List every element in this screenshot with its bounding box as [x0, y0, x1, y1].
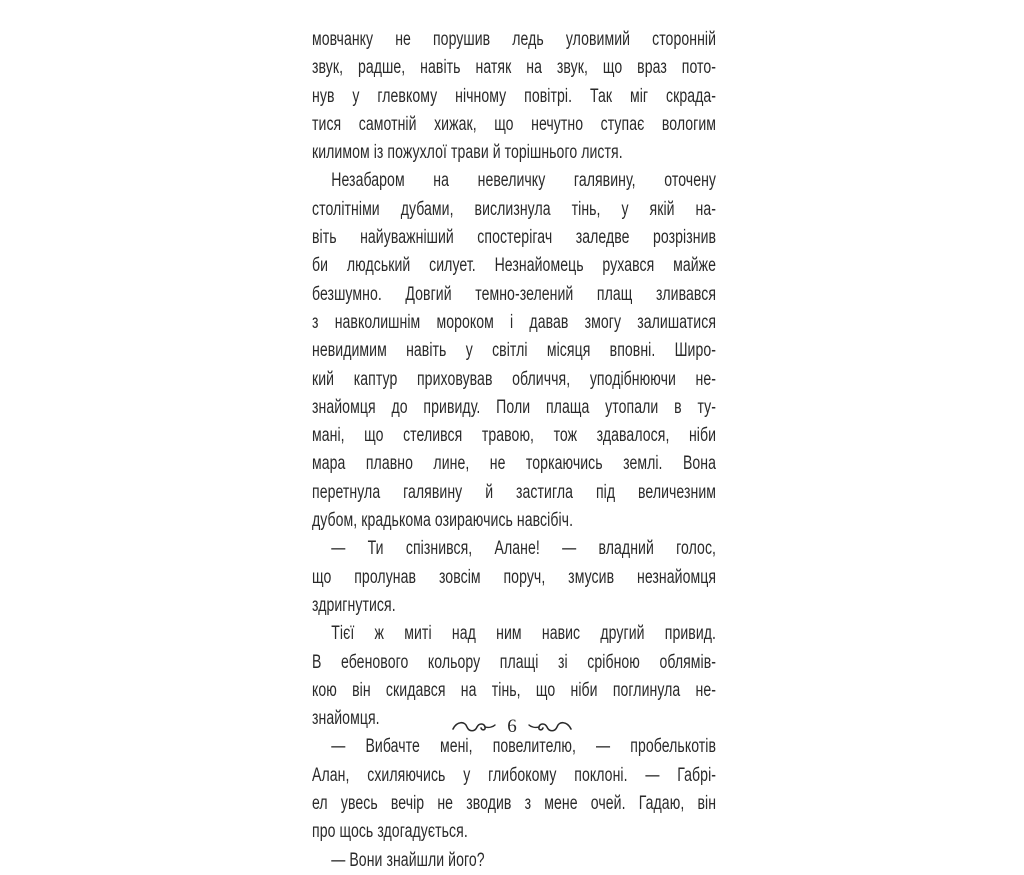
- text-line: звук, радше, навіть натяк на звук, що враз пото-: [312, 57, 717, 79]
- text-line: Алан, схиляючись у глибокому поклоні. — Габрі-: [312, 764, 717, 786]
- text-line: з навколишнім мороком і давав змогу залишатися: [312, 311, 717, 333]
- text-line: знайомця.: [312, 708, 380, 730]
- left-flourish-icon: [451, 718, 497, 736]
- text-line: кою він скидався на тінь, що ніби поглинула не-: [312, 679, 717, 701]
- text-line: — Ти спізнився, Алане! — владний голос,: [331, 538, 717, 560]
- text-line: невидимим навіть у світлі місяця вповні. Широ-: [312, 340, 717, 362]
- text-line: нув у глевкому нічному повітрі. Так міг скрада-: [312, 85, 717, 107]
- text-line: В ебенового кольору плащі зі срібною облямів-: [312, 651, 717, 673]
- page-footer: [442, 712, 582, 742]
- text-line: дубом, крадькома озираючись навсібіч.: [312, 510, 574, 532]
- text-line: кий каптур приховував обличчя, уподібнюючи не-: [312, 368, 717, 390]
- page-number: 6: [507, 716, 517, 737]
- text-line: віть найуважніший спостерігач заледве розрізнив: [312, 227, 717, 249]
- text-line: здригнутися.: [312, 594, 396, 616]
- text-line: що пролунав зовсім поруч, змусив незнайомця: [312, 566, 717, 588]
- text-line: столітніми дубами, вислизнула тінь, у якій на-: [312, 198, 717, 220]
- text-line: би людський силует. Незнайомець рухався майже: [312, 255, 717, 277]
- text-line: про щось здогадується.: [312, 821, 468, 843]
- text-line: тися самотній хижак, що нечутно ступає вологим: [312, 113, 717, 135]
- text-line: знайомця до привиду. Поли плаща утопали в ту-: [312, 396, 717, 418]
- text-line: перетнула галявину й застигла під величезним: [312, 481, 717, 503]
- text-line: мані, що стелився травою, тож здавалося, ніби: [312, 425, 717, 447]
- text-line: мовчанку не порушив ледь уловимий сторонній: [312, 29, 717, 50]
- text-line: — Вони знайшли його?: [331, 849, 485, 871]
- text-line: мара плавно лине, не торкаючись землі. Вона: [312, 453, 717, 475]
- body-text: [312, 26, 716, 875]
- text-line: Незабаром на невеличку галявину, оточену: [331, 170, 717, 192]
- text-line: килимом із пожухлої трави й торішнього листя.: [312, 142, 623, 164]
- text-line: безшумно. Довгий темно-зелений плащ зливався: [312, 283, 717, 305]
- right-flourish-icon: [527, 718, 573, 736]
- text-line: — Вибачте мені, повелителю, — пробелькотів: [331, 736, 717, 758]
- text-line: ел увесь вечір не зводив з мене очей. Гадаю, він: [312, 793, 717, 815]
- text-line: Тієї ж миті над ним навис другий привид.: [331, 623, 717, 645]
